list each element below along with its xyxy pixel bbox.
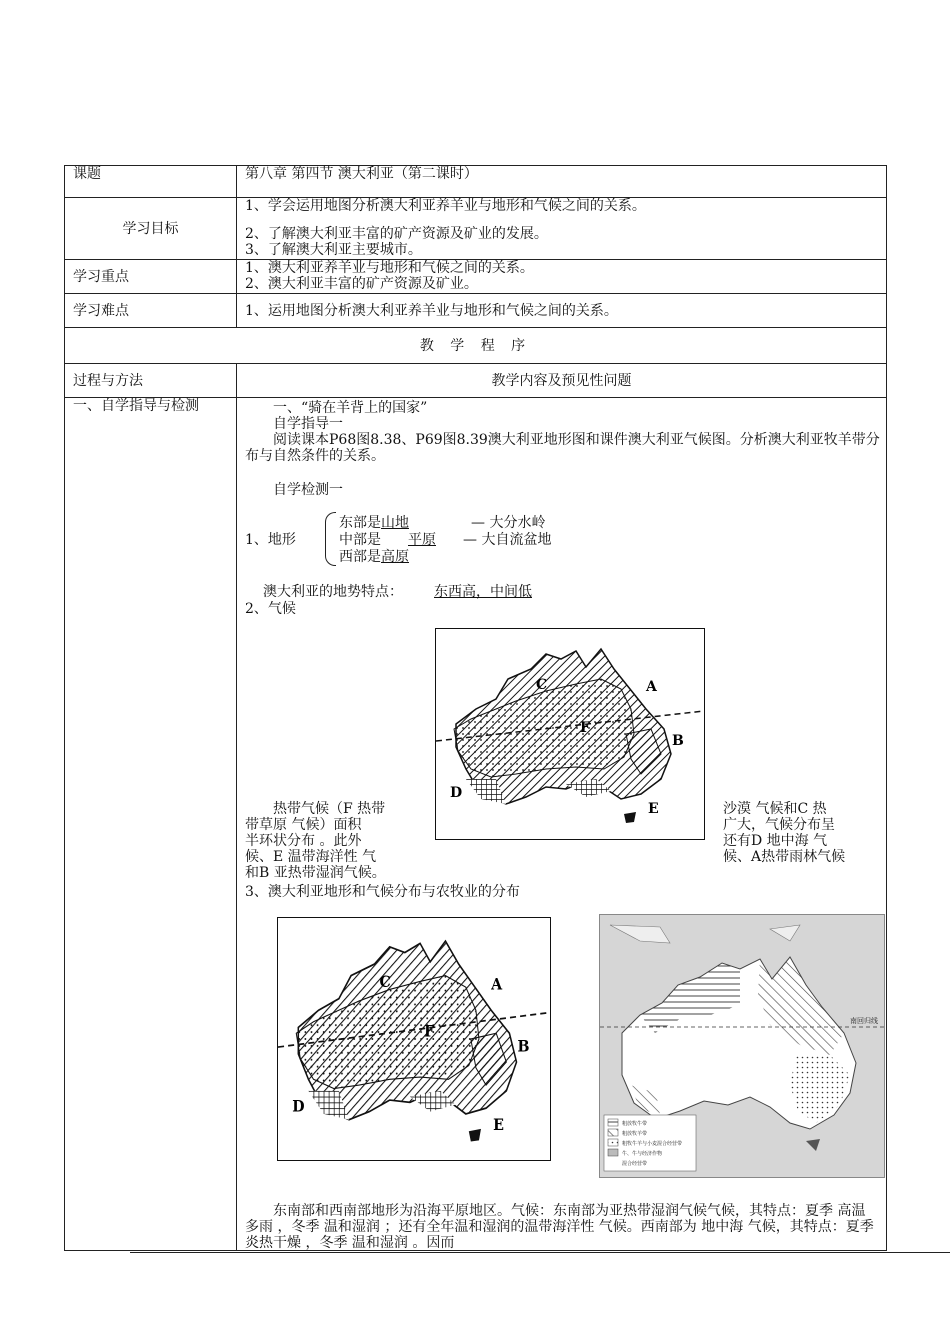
page-bottom-rule [130, 1252, 950, 1253]
goals-list [237, 198, 887, 260]
topic-value: 第八章 第四节 澳大利亚（第二课时） [237, 166, 887, 198]
terrain-brace [325, 512, 336, 566]
climate-label: 2、气候 [245, 601, 296, 617]
lesson-plan [64, 165, 887, 1251]
terrain-west: 西部是高原 [339, 549, 409, 565]
map-letter-d: D [450, 785, 463, 801]
guide1-title: 自学指导一 [273, 416, 343, 432]
terrain-east: 东部是山地 — 大分水岭 [339, 515, 546, 531]
map-letter-b: B [672, 733, 684, 749]
content-left-label: 一、自学指导与检测 [65, 398, 237, 1251]
map2-letter-d: D [292, 1096, 305, 1116]
terrain-middle: 中部是 平原 — 大自流盆地 [339, 532, 552, 548]
australia-agriculture-map [600, 915, 884, 1177]
focus-list [237, 260, 887, 294]
content-text [245, 400, 885, 498]
map2-letter-f: F [424, 1021, 435, 1041]
terrain-label: 1、地形 [245, 532, 296, 548]
climate-map [435, 628, 705, 840]
section3-title: 3、澳大利亚地形和气候分布与农牧业的分布 [245, 884, 520, 900]
agri-legend-item: 粗放牧牛带 [622, 1121, 648, 1127]
topic-label: 课题 [65, 166, 237, 198]
relief-line: 澳大利亚的地势特点： 东西高，中间低 [263, 584, 532, 600]
map-letter-f: F [580, 720, 590, 736]
goal-item: 3、了解澳大利亚主要城市。 [245, 242, 422, 258]
map2-letter-c: C [379, 972, 391, 992]
agriculture-map [599, 914, 885, 1178]
climate-right-text: 沙漠 气候和C 热 广大，气候分布呈 还有D 地中海 气 候、A热带雨林气候 [723, 801, 846, 865]
lesson-plan-table [64, 165, 887, 1251]
header-left: 过程与方法 [65, 364, 237, 398]
focus-item: 1、澳大利亚养羊业与地形和气候之间的关系。 [245, 260, 534, 276]
goal-item: 2、了解澳大利亚丰富的矿产资源及矿业的发展。 [245, 226, 548, 242]
map2-letter-b: B [517, 1036, 530, 1056]
content-cell [237, 398, 887, 1251]
final-paragraph: 东南部和西南部地形为沿海平原地区。气候：东南部为亚热带湿润气候气候，其特点：夏季 高温多雨 ，冬季 温和湿润 ；还有全年温和湿润的温带海洋性 气候。西南部为 地中海 气候，其特点：夏季 炎热干燥 ，冬季 温和湿润 。因而 [245, 1203, 874, 1251]
check1-title: 自学检测一 [273, 482, 343, 498]
map2-letter-a: A [491, 974, 503, 994]
guide1-text: 阅读课本P68图8.38、P69图8.39澳大利亚地形图和课件澳大利亚气候图。分析澳大利亚牧羊带分布与自然条件的关系。 [245, 432, 880, 464]
procedure-title: 教 学 程 序 [65, 328, 887, 364]
agri-legend-item: 混合经营带 [622, 1161, 648, 1167]
map-letter-a: A [646, 679, 657, 695]
focus-label: 学习重点 [65, 260, 237, 294]
goals-label: 学习目标 [65, 198, 237, 260]
map2-letter-e: E [493, 1115, 504, 1135]
section1-title: 一、“骑在羊背上的国家” [273, 400, 428, 416]
agri-legend-item: 粗牧牛羊与小麦混合经营带 [622, 1141, 683, 1147]
tropic-line-label: 南回归线 [850, 1017, 878, 1025]
map-letter-e: E [648, 801, 659, 817]
difficulty-value: 1、运用地图分析澳大利亚养羊业与地形和气候之间的关系。 [237, 294, 887, 328]
agri-legend-item: 粗放牧羊带 [622, 1131, 648, 1137]
climate-map-2 [277, 917, 551, 1161]
header-right: 教学内容及预见性问题 [237, 364, 887, 398]
agri-legend-item: 牛、牛与经济作物 [622, 1151, 663, 1157]
focus-item: 2、澳大利亚丰富的矿产资源及矿业。 [245, 276, 478, 292]
australia-climate-map [436, 629, 704, 839]
difficulty-label: 学习难点 [65, 294, 237, 328]
climate-left-text: 热带气候（F 热带 带草原 气候）面积 半环状分布 。此外 候、E 温带海洋性 气 和B 亚热带湿润气候。 [245, 801, 386, 881]
australia-climate-map-2 [278, 918, 550, 1160]
map-letter-c: C [536, 677, 548, 693]
goal-item: 1、学会运用地图分析澳大利亚养羊业与地形和气候之间的关系。 [245, 198, 646, 214]
